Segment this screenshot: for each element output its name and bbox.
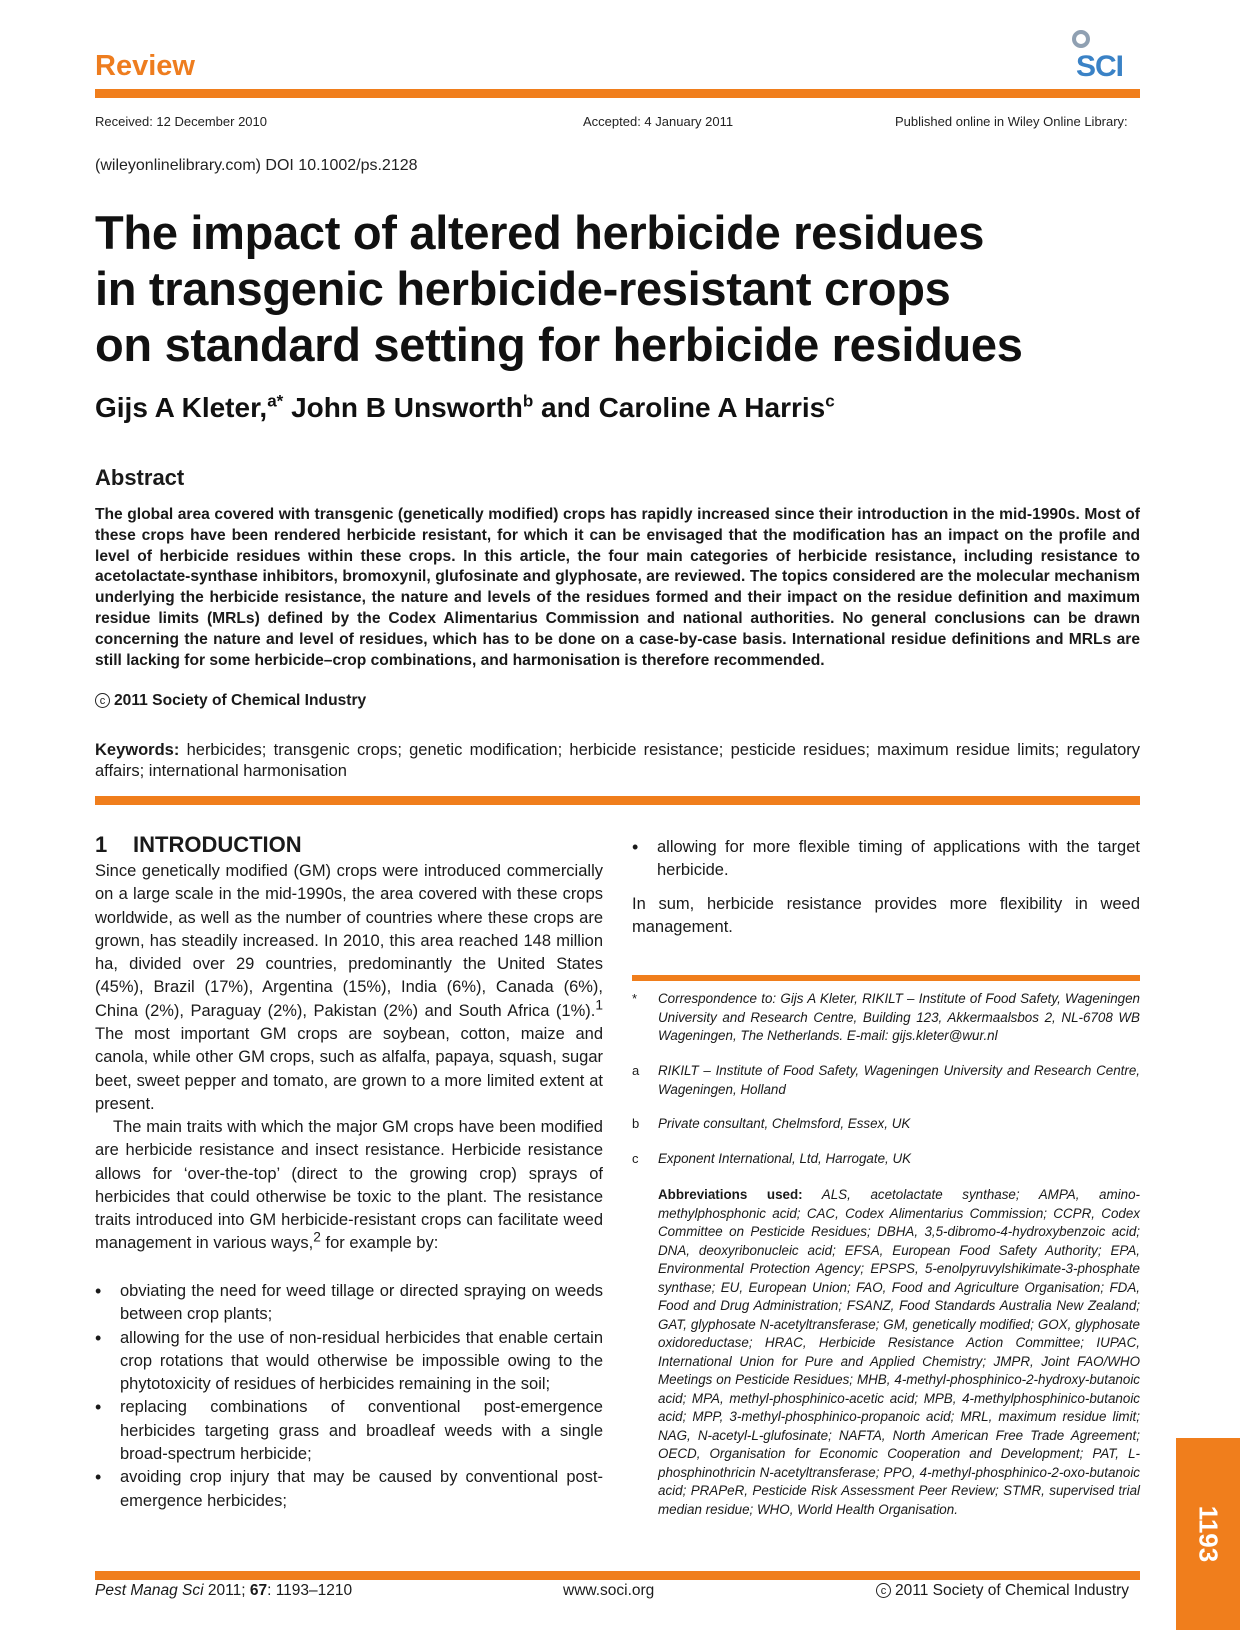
title-line: in transgenic herbicide-resistant crops [95,262,951,315]
abstract-text: The global area covered with transgenic (genetically modified) crops has rapidly increased since their introduction in the mid-1990s. Most of these crops have been rendered herbicide resistant, for which it can be envisaged that the modification has an impact on the profile and level of herbicide residues within these crops. In this article, the four main categories of herbicide resistance, including resistance to acetolactate-synthase inhibitors, bromoxynil, glufosinate and glyphosate, are reviewed. The topics considered are the molecular mechanism underlying the herbicide resistance, the nature and levels of the residues formed and their impact on the residue definition and maximum residue limits (MRLs) defined by the Codex Alimentarius Commission and national authorities. No general conclusions can be drawn concerning the nature and level of residues, which has to be done on a case-by-case basis. International residue definitions and MRLs are still lacking for some herbicide–crop combinations, and harmonisation is therefore recommended. [95,506,1140,669]
keywords-text: herbicides; transgenic crops; genetic modification; herbicide resistance; pesticide residues; maximum residue limits; regulatory affairs; international harmonisation [95,741,1140,780]
benefit-list [95,1280,603,1513]
footnote-marker: a [632,1063,640,1078]
list-item: • allowing for more flexible timing of applications with the target herbicide. [632,836,1140,883]
abstract-divider [95,796,1140,805]
footnote-text: RIKILT – Institute of Food Safety, Wageningen University and Research Centre, Wageningen, Holland [658,1063,1140,1097]
page-number: 1193 [1193,1505,1224,1563]
section-label: Review [95,50,195,82]
section-number: 1 [95,832,108,857]
intro-paragraph [95,860,603,1116]
abstract-copyright [95,692,366,710]
footnote-marker: * [632,991,638,1006]
website-link[interactable]: www.soci.org [563,1582,655,1599]
doi: (wileyonlinelibrary.com) DOI 10.1002/ps.2128 [95,157,418,174]
paragraph-text: Since genetically modified (GM) crops were introduced commercially on a large scale in the mid-1990s, the area covered with these crops worldwide, as well as the number of countries where these crops are grown, has steadily increased. In 2010, this area reached 148 million ha, divided over 29 countries, predominantly the United States (45%), Brazil (17%), Argentina (15%), India (6%), Canada (6%), China (2%), Paraguay (2%), Pakistan (2%) and South Africa (1%). [95,862,603,1020]
citation-ref[interactable]: 1 [595,997,603,1013]
logo-ring-icon [1072,30,1090,48]
author-affiliation: a* [267,391,284,411]
paragraph-text: for example by: [320,1234,439,1253]
footnote-text: Correspondence to: Gijs A Kleter, RIKILT – Institute of Food Safety, Wageningen University and Research Centre, Building 123, Akkermaalsbos 2, NL-6708 WB Wageningen, The Netherlands. E-mail: gijs.kleter@wur.nl [658,991,1140,1043]
journal-volume: 67 [249,1582,268,1599]
intro-paragraph [95,1116,603,1256]
copyright-text: 2011 Society of Chemical Industry [114,692,367,709]
page-number-tab [1176,1438,1240,1630]
copyright-icon: c [876,1583,891,1598]
abbreviations [658,1186,1140,1519]
affiliation-c [632,1150,1140,1169]
footnote-text: Private consultant, Chelmsford, Essex, UK [658,1116,911,1131]
summary-paragraph: In sum, herbicide resistance provides more flexibility in weed management. [632,895,1140,937]
footnote-marker: c [632,1151,639,1166]
received-date: Received: 12 December 2010 [95,114,267,129]
title-line: on standard setting for herbicide residues [95,318,1023,371]
author-affiliation: b [522,391,534,411]
paragraph-text: The main traits with which the major GM crops have been modified are herbicide resistance and insect resistance. Herbicide resistance allows for ‘over-the-top’ (direct to the growing crop) sprays of herbicides that could otherwise be toxic to the plant. The resistance traits introduced into GM herbicide-resistant crops can facilitate weed management in various ways, [95,1118,603,1253]
footnote-divider [632,975,1140,981]
sci-logo [1070,30,1140,85]
list-item: • replacing combinations of conventional post-emergence herbicides targeting grass and broadleaf weeds with a single broad-spectrum herbicide; [95,1396,603,1466]
affiliation-b [632,1115,1140,1134]
footnote-text: Exponent International, Ltd, Harrogate, UK [658,1151,912,1166]
journal-name: Pest Manag Sci [95,1582,204,1599]
benefit-list-continued [632,836,1140,883]
title-line: The impact of altered herbicide residues [95,206,985,259]
footnote-marker: b [632,1116,640,1131]
author-affiliation: c [825,391,835,411]
article-title [95,205,1095,373]
author-name: John B Unsworth [283,392,523,423]
list-item: • allowing for the use of non-residual herbicides that enable certain crop rotations that would otherwise be impossible owing to the phytotoxicity of residues of herbicides remaining in the soil; [95,1327,603,1397]
list-item: • avoiding crop injury that may be caused by conventional post-emergence herbicides; [95,1466,603,1513]
footer-divider [95,1571,1140,1580]
journal-pages: : 1193–1210 [267,1582,353,1599]
author-name: and Caroline A Harris [533,392,826,423]
paragraph-text: The most important GM crops are soybean, cotton, maize and canola, while other GM crops, such as alfalfa, papaya, squash, sugar beet, sweet pepper and tomato, are grown to a more limited extent at present. [95,1025,603,1113]
copyright-text: 2011 Society of Chemical Industry [895,1582,1130,1599]
header-divider [95,89,1140,98]
correspondence-note [632,990,1140,1046]
copyright-icon: c [95,693,110,708]
published-info: Published online in Wiley Online Library: [895,114,1128,129]
journal-year: 2011; [203,1582,250,1599]
abbreviations-text: ALS, acetolactate synthase; AMPA, amino-methylphosphonic acid; CAC, Codex Alimentarius Commission; CCPR, Codex Committee on Pesticide Residues; DBHA, 3,5-dibromo-4-hydroxybenzoic acid; DNA, deoxyribonucleic acid; EFSA, European Food Safety Authority; EPA, Environmental Protection Agency; EPSPS, 5-enolpyruvylshikimate-3-phosphate synthase; EU, European Union; FAO, Food and Agriculture Organisation; FDA, Food and Drug Administration; FSANZ, Food Standards Australia New Zealand; GAT, glyphosate N-acetyltransferase; GM, genetically modified; GOX, glyphosate oxidoreductase; HRAC, Herbicide Resistance Action Committee; IUPAC, International Union for Pure and Applied Chemistry; JMPR, Joint FAO/WHO Meetings on Pesticide Residues; MHB, 4-methyl-phosphinico-2-hydroxy-butanoic acid; MPA, methyl-phosphinico-acetic acid; MPB, 4-methylphosphinico-butanoic acid; MPP, 3-methyl-phosphinico-propanoic acid; MRL, maximum residue limit; NAG, N-acetyl-L-glufosinate; NAFTA, North American Free Trade Agreement; OECD, Organisation for Economic Cooperation and Development; PAT, L-phosphinothricin N-acetyltransferase; PPO, 4-methyl-phosphinico-2-oxo-butanoic acid; PRAPeR, Pesticide Risk Assessment Peer Review; STMR, supervised trial median residue; WHO, World Health Organisation. [658,1187,1140,1517]
logo-text: SCI [1076,50,1124,83]
section-title: INTRODUCTION [133,832,302,857]
keywords-label: Keywords: [95,741,180,759]
keywords [95,740,1140,782]
footer-copyright [876,1582,1129,1600]
list-item: • obviating the need for weed tillage or directed spraying on weeds between crop plants; [95,1280,603,1327]
accepted-date: Accepted: 4 January 2011 [583,114,734,129]
author-name: Gijs A Kleter, [95,392,268,423]
abstract-heading: Abstract [95,465,185,490]
author-list [95,392,835,424]
affiliation-a [632,1062,1140,1099]
section-heading [95,832,302,858]
abbreviations-label: Abbreviations used: [658,1187,803,1202]
journal-citation [95,1582,352,1600]
citation-ref[interactable]: 2 [313,1229,321,1245]
